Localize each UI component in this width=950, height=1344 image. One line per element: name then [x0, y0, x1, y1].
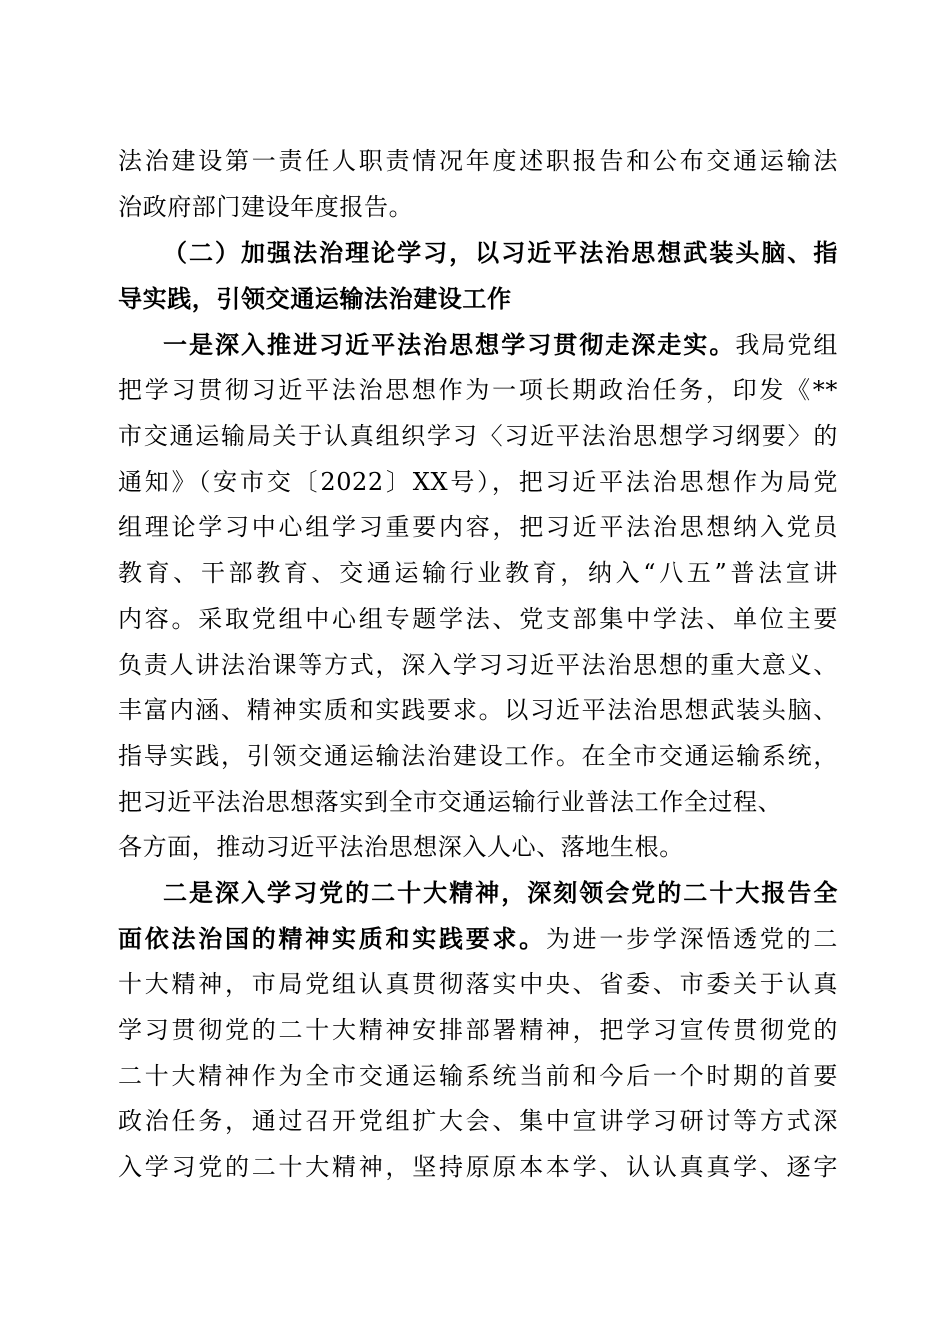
para2-line-2	[118, 919, 838, 959]
section-heading-line-1: （二）加强法治理论学习，以习近平法治思想武装头脑、指	[163, 238, 838, 267]
para2-line-4: 学习贯彻党的二十大精神安排部署精神，把学习宣传贯彻党的	[118, 1016, 838, 1044]
para2-lead-end: 面依法治国的精神实质和实践要求。	[118, 924, 546, 953]
intro-line-1: 法治建设第一责任人职责情况年度述职报告和公布交通运输法	[118, 147, 838, 175]
intro-line-2: 治政府部门建设年度报告。	[118, 193, 414, 221]
para1-line-5: 组理论学习中心组学习重要内容，把习近平法治思想纳入党员	[118, 513, 838, 541]
para1-line-1-rest: 我局党组	[735, 331, 838, 359]
para1-line-9: 丰富内涵、精神实质和实践要求。以习近平法治思想武装头脑、	[118, 696, 838, 724]
para1-line-3: 市交通运输局关于认真组织学习〈习近平法治思想学习纲要〉的	[118, 422, 838, 450]
section-heading-line-2: 导实践，引领交通运输法治建设工作	[118, 284, 512, 313]
para1-lead: 一是深入推进习近平法治思想学习贯彻走深走实。	[163, 330, 736, 359]
para1-line-2: 把学习贯彻习近平法治思想作为一项长期政治任务，印发《**	[118, 376, 838, 404]
para2-line-5: 二十大精神作为全市交通运输系统当前和今后一个时期的首要	[118, 1062, 838, 1090]
para2-line-7: 入学习党的二十大精神，坚持原原本本学、认认真真学、逐字	[118, 1153, 838, 1181]
para1-line-4: 通知》（安市交〔2022〕XX号），把习近平法治思想作为局党	[118, 468, 838, 496]
para1-line-11: 把习近平法治思想落实到全市交通运输行业普法工作全过程、	[118, 788, 783, 816]
para2-line-6: 政治任务，通过召开党组扩大会、集中宣讲学习研讨等方式深	[118, 1107, 838, 1135]
para2-line-2-rest: 为进一步学深悟透党的二	[545, 925, 838, 953]
para2-line-1: 二是深入学习党的二十大精神，深刻领会党的二十大报告全	[163, 878, 838, 907]
para2-line-3: 十大精神，市局党组认真贯彻落实中央、省委、市委关于认真	[118, 970, 838, 998]
para1-line-7: 内容。采取党组中心组专题学法、党支部集中学法、单位主要	[118, 605, 838, 633]
para1-line-1	[163, 325, 838, 365]
para1-line-10: 指导实践，引领交通运输法治建设工作。在全市交通运输系统，	[118, 742, 838, 770]
para1-line-8: 负责人讲法治课等方式，深入学习习近平法治思想的重大意义、	[118, 651, 838, 679]
para1-line-6: 教育、干部教育、交通运输行业教育，纳入“八五”普法宣讲	[118, 559, 838, 587]
para1-line-12: 各方面，推动习近平法治思想深入人心、落地生根。	[118, 833, 684, 861]
